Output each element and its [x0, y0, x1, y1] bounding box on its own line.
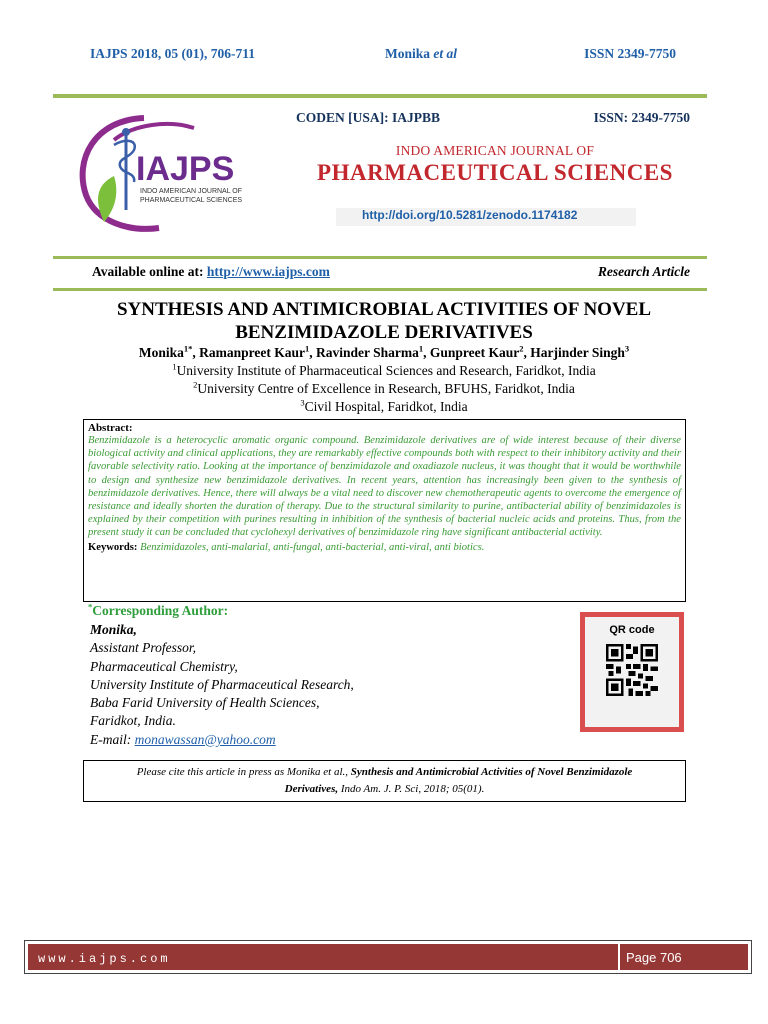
corresponding-heading-text: Corresponding Author: — [92, 603, 229, 618]
footer-divider — [618, 944, 620, 970]
abstract-heading: Abstract: — [88, 422, 133, 434]
corresponding-line: Assistant Professor, — [90, 640, 197, 656]
affiliation-text: University Centre of Excellence in Research, BFUHS, Faridkot, India — [197, 381, 575, 396]
abstract-box — [83, 419, 686, 602]
availability-line — [92, 264, 330, 280]
journal-title: PHARMACEUTICAL SCIENCES — [317, 160, 673, 185]
qr-code-panel — [580, 612, 684, 732]
running-author-etal: et al — [433, 46, 458, 61]
author-list — [60, 345, 708, 361]
corresponding-line: Faridkot, India. — [90, 713, 176, 729]
corresponding-heading — [88, 603, 228, 619]
citation-prefix: Please cite this article in press as Monika et al., — [136, 766, 349, 778]
author-name: Gunpreet Kaur — [429, 345, 520, 360]
corresponding-details — [90, 621, 354, 749]
keywords-text: Benzimidazoles, anti-malarial, anti-fungal, anti-bacterial, anti-viral, anti biotics. — [140, 541, 485, 553]
journal-volume-info: IAJPS 2018, 05 (01), 706-711 — [90, 46, 255, 61]
paper-title — [60, 298, 708, 344]
keywords-label: Keywords: — [88, 541, 138, 553]
corresponding-line: Baba Farid University of Health Sciences, — [90, 695, 320, 711]
availability-label: Available online at: — [92, 264, 204, 279]
paper-title-line2: BENZIMIDAZOLE DERIVATIVES — [235, 322, 533, 343]
logo-caption-line1: INDO AMERICAN JOURNAL OF — [140, 188, 243, 195]
author-sep: , — [423, 345, 430, 360]
email-link[interactable]: monawassan@yahoo.com — [134, 731, 276, 747]
author — [530, 345, 629, 360]
qr-code-icon[interactable] — [606, 644, 658, 696]
author-sup: 1* — [183, 343, 193, 354]
running-issn: ISSN 2349-7750 — [584, 46, 676, 61]
running-author-name: Monika — [385, 46, 431, 61]
affiliation-text: University Institute of Pharmaceutical Sciences and Research, Faridkot, India — [176, 363, 596, 378]
email-label: E-mail: — [90, 731, 132, 747]
header-divider — [53, 94, 707, 98]
corresponding-email-line — [90, 731, 354, 749]
corresponding-star: * — [88, 601, 93, 612]
affiliation-sup: 3 — [300, 397, 305, 408]
author-name: Ramanpreet Kaur — [199, 345, 305, 360]
author — [139, 345, 199, 360]
author-sep: , — [309, 345, 316, 360]
author-sup: 3 — [624, 343, 630, 354]
page-number: Page 706 — [626, 950, 682, 965]
author-sep: , — [523, 345, 531, 360]
logo-caption-line2: PHARMACEUTICAL SCIENCES — [140, 197, 243, 204]
author-sup: 2 — [519, 343, 524, 354]
author-name: Monika — [138, 345, 184, 360]
affiliation-sup: 1 — [172, 361, 177, 372]
running-header — [90, 46, 690, 64]
abstract-text: Benzimidazole is a heterocyclic aromatic organic compound. Benzimidazole derivatives are of wide interest because of their diverse biological activity and clinical applications, they are remarkably effective compounds both with respect to their inhibitory activity and their favorable selectivity ratio. Looking at the importance of benzimidazole and oxadiazole nucleus, it was thought that it would be worthwhile to design and synthesize new benzimidazole derivatives. In recent years, attention has increasingly been given to the synthesis of benzimidazole derivatives. Hence, there will always be a vital need to discover new chemotherapeutic agents to overcome the emergence of resistance and ideally shorten the duration of therapy. Due to the structural similarity to purine, antibacterial ability of benzimidazoles is explained by their competition with purines resulting in inhibition of the synthesis of bacterial nucleic acids and proteins. Thus, from the present study it can be concluded that cyclohexyl derivatives of benzimidazole ring have significant antibacterial activity. — [88, 435, 681, 539]
citation-title-part1: Synthesis and Antimicrobial Activities of Novel Benzimidazole — [350, 766, 633, 778]
qr-code-inner — [585, 617, 679, 727]
footer-bar — [28, 944, 748, 970]
author-name: Harjinder Singh — [530, 345, 625, 360]
author-sup: 1 — [304, 343, 310, 354]
author — [430, 345, 530, 360]
corresponding-name: Monika, — [90, 622, 137, 637]
affiliation-sup: 2 — [193, 379, 198, 390]
caduceus-snake — [114, 141, 135, 182]
logo-letters: IAJPS — [136, 150, 235, 188]
corresponding-line: Pharmaceutical Chemistry, — [90, 658, 238, 674]
page-footer — [24, 940, 752, 974]
affiliation — [60, 363, 708, 379]
corresponding-line: University Institute of Pharmaceutical Research, — [90, 676, 354, 692]
article-type: Research Article — [597, 264, 690, 279]
citation-suffix: Indo Am. J. P. Sci, 2018; 05(01). — [340, 783, 485, 795]
keywords — [88, 541, 681, 554]
author-sup: 1 — [418, 343, 424, 354]
journal-issn: ISSN: 2349-7750 — [593, 110, 690, 125]
availability-divider-top — [53, 256, 707, 259]
citation-box — [83, 760, 686, 802]
author-sep: , — [192, 345, 200, 360]
author-name: Ravinder Sharma — [315, 345, 419, 360]
journal-subtitle: INDO AMERICAN JOURNAL OF — [395, 143, 595, 158]
footer-url[interactable]: www.iajps.com — [38, 952, 171, 966]
website-link[interactable]: http://www.iajps.com — [206, 264, 330, 279]
running-author — [385, 46, 457, 62]
caduceus-top — [122, 128, 130, 136]
coden: CODEN [USA]: IAJPBB — [296, 110, 441, 125]
affiliation — [60, 381, 708, 397]
affiliation — [60, 399, 708, 415]
availability-divider-bottom — [53, 288, 707, 291]
citation-title-part2: Derivatives, — [284, 783, 339, 795]
qr-label: QR code — [609, 624, 655, 636]
author — [199, 345, 316, 360]
affiliation-text: Civil Hospital, Faridkot, India — [304, 399, 468, 414]
doi-link[interactable]: http://doi.org/10.5281/zenodo.1174182 — [362, 208, 578, 222]
iajps-logo — [74, 110, 264, 235]
author — [316, 345, 430, 360]
paper-title-line1: SYNTHESIS AND ANTIMICROBIAL ACTIVITIES OF NOVEL — [116, 299, 652, 320]
